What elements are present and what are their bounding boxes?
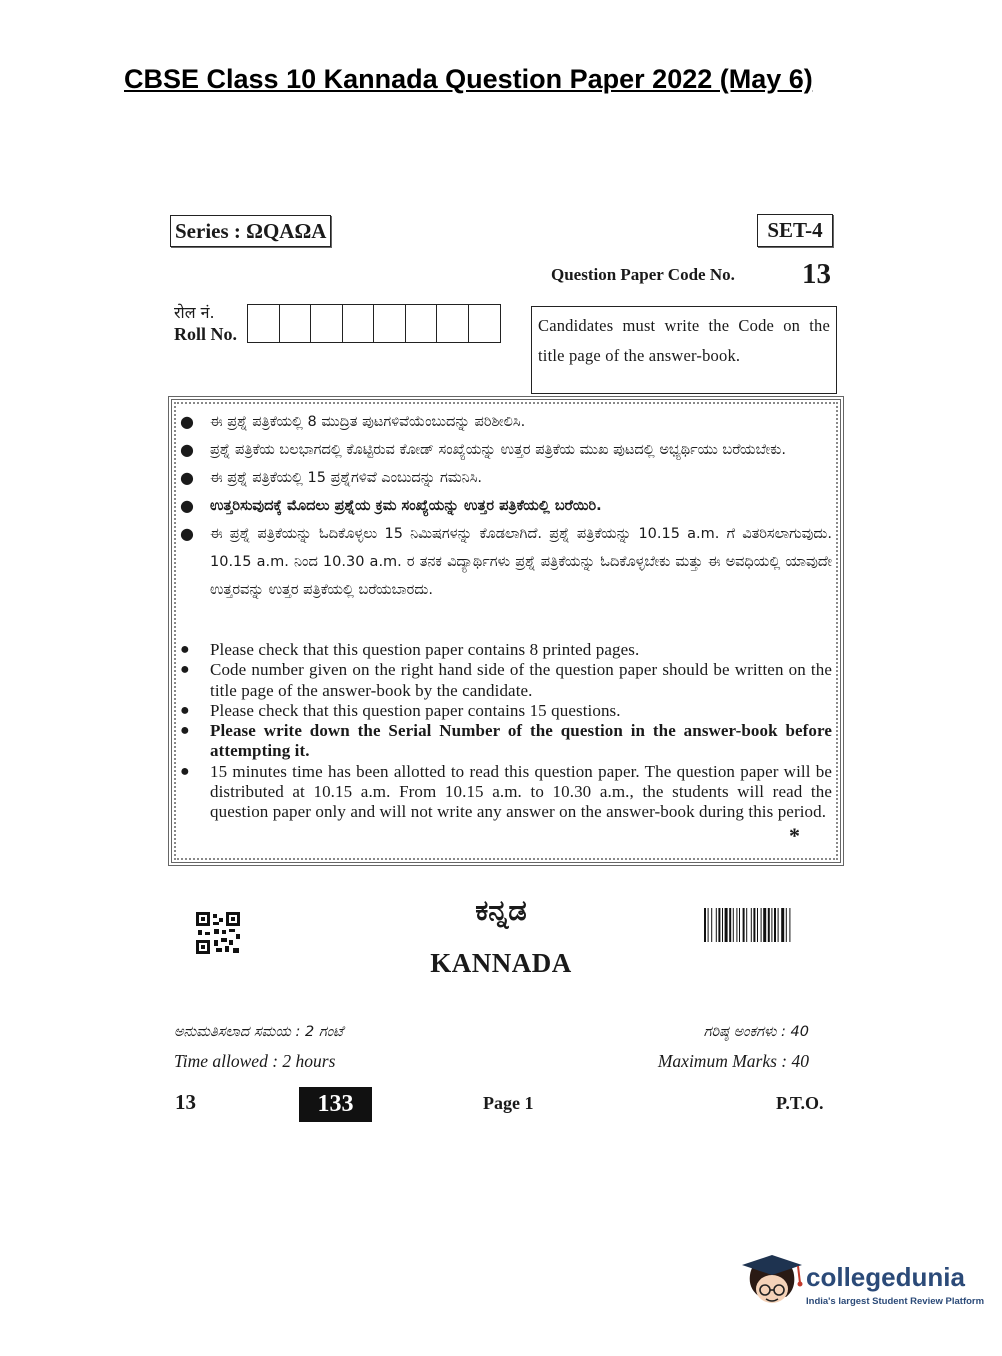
time-allowed: Time allowed : 2 hours bbox=[174, 1051, 336, 1071]
footer-code: 13 bbox=[175, 1090, 196, 1114]
roll-digit-box[interactable] bbox=[343, 305, 375, 342]
qp-code-label: Question Paper Code No. bbox=[551, 265, 735, 284]
qp-code: 13 bbox=[802, 258, 831, 290]
roll-label: Roll No. bbox=[174, 324, 237, 344]
page-number: Page 1 bbox=[483, 1093, 534, 1113]
collegedunia-tagline: India's largest Student Review Platform bbox=[806, 1296, 985, 1307]
kannada-instruction-item bbox=[178, 520, 832, 604]
pto-label: P.T.O. bbox=[776, 1093, 824, 1113]
kannada-instruction-item bbox=[178, 464, 832, 492]
bullet-icon: ● bbox=[180, 701, 190, 719]
english-instruction-item bbox=[178, 762, 832, 823]
bullet-icon: ● bbox=[180, 496, 194, 515]
english-instruction-item bbox=[178, 721, 832, 762]
series-label: Series : ΩQAΩA bbox=[170, 215, 331, 247]
roll-digit-box[interactable] bbox=[248, 305, 280, 342]
bullet-icon: ● bbox=[180, 641, 190, 658]
max-marks: Maximum Marks : 40 bbox=[657, 1051, 809, 1071]
english-instruction-text: Please write down the Serial Number of the question in the answer-book before attempting it. bbox=[210, 721, 832, 761]
roll-digit-box[interactable] bbox=[437, 305, 469, 342]
english-instruction-text: 15 minutes time has been allotted to read this question paper. The question paper will be distributed at 10.15 a.m. From 10.15 a.m. to 10.30 a.m., the students will read the question paper only and will not write any answer on the answer-book during this period. bbox=[210, 761, 832, 822]
bullet-icon: ● bbox=[180, 762, 190, 780]
bullet-icon: ● bbox=[180, 468, 194, 487]
bullet-icon: ● bbox=[180, 661, 190, 679]
kannada-instruction-item bbox=[178, 436, 832, 464]
time-allowed-kannada: ಅನುಮತಿಸಲಾದ ಸಮಯ : 2 ಗಂಟೆ bbox=[174, 1024, 344, 1040]
english-instruction-text: Please check that this question paper contains 15 questions. bbox=[210, 700, 621, 720]
document-title: CBSE Class 10 Kannada Question Paper 2022 (May 6) bbox=[124, 64, 813, 94]
kannada-instruction-item bbox=[178, 492, 832, 520]
bullet-icon: ● bbox=[180, 524, 194, 543]
kannada-instruction-text: ಈ ಪ್ರಶ್ನೆ ಪತ್ರಿಕೆಯನ್ನು ಓದಿಕೊಳ್ಳಲು 15 ನಿಮಿಷಗಳನ್ನು ಕೊಡಲಾಗಿದೆ. ಪ್ರಶ್ನೆ ಪತ್ರಿಕೆಯನ್ನು 10.15 a.m. ಗೆ ವಿತರಿಸಲಾಗುವುದು. 10.15 a.m. ನಿಂದ 10.30 a.m. ರ ತನಕ ವಿದ್ಯಾರ್ಥಿಗಳು ಪ್ರಶ್ನೆ ಪತ್ರಿಕೆಯನ್ನು ಓದಿಕೊಳ್ಳಬೇಕು ಮತ್ತು ಈ ಅವಧಿಯಲ್ಲಿ ಯಾವುದೇ ಉತ್ತರವನ್ನು ಉತ್ತರ ಪತ್ರಿಕೆಯಲ್ಲಿ ಬರೆಯಬಾರದು. bbox=[210, 526, 832, 598]
kannada-instructions bbox=[178, 408, 832, 604]
roll-digit-box[interactable] bbox=[374, 305, 406, 342]
roll-number-boxes[interactable] bbox=[247, 304, 501, 343]
english-instructions bbox=[178, 640, 832, 823]
max-marks-kannada: ಗರಿಷ್ಠ ಅಂಕಗಳು : 40 bbox=[703, 1024, 809, 1040]
kannada-instruction-text: ಉತ್ತರಿಸುವುದಕ್ಕೆ ಮೊದಲು ಪ್ರಶ್ನೆಯ ಕ್ರಮ ಸಂಖ್ಯೆಯನ್ನು ಉತ್ತರ ಪತ್ರಿಕೆಯಲ್ಲಿ ಬರೆಯಿರಿ. bbox=[210, 498, 602, 514]
roll-digit-box[interactable] bbox=[406, 305, 438, 342]
kannada-instruction-text: ಈ ಪ್ರಶ್ನೆ ಪತ್ರಿಕೆಯಲ್ಲಿ 15 ಪ್ರಶ್ನೆಗಳಿವೆ ಎಂಬುದನ್ನು ಗಮನಿಸಿ. bbox=[210, 470, 483, 486]
candidate-note: Candidates must write the Code on the title page of the answer-book. bbox=[531, 306, 837, 394]
roll-digit-box[interactable] bbox=[311, 305, 343, 342]
bullet-icon: ● bbox=[180, 722, 190, 740]
roll-label-hindi: रोल नं. bbox=[174, 303, 215, 322]
set-label: SET-4 bbox=[757, 214, 833, 247]
barcode-icon bbox=[704, 908, 828, 942]
subject-kannada: ಕನ್ನಡ bbox=[475, 893, 527, 927]
english-instruction-text: Please check that this question paper contains 8 printed pages. bbox=[210, 640, 640, 659]
kannada-instruction-item bbox=[178, 408, 832, 436]
kannada-instruction-text: ಈ ಪ್ರಶ್ನೆ ಪತ್ರಿಕೆಯಲ್ಲಿ 8 ಮುದ್ರಿತ ಪುಟಗಳಿವೆಯೆಂಬುದನ್ನು ಪರಿಶೀಲಿಸಿ. bbox=[210, 414, 526, 430]
kannada-instruction-text: ಪ್ರಶ್ನೆ ಪತ್ರಿಕೆಯ ಬಲಭಾಗದಲ್ಲಿ ಕೊಟ್ಟಿರುವ ಕೋಡ್ ಸಂಖ್ಯೆಯನ್ನು ಉತ್ತರ ಪತ್ರಿಕೆಯ ಮುಖ ಪುಟದಲ್ಲಿ ಅಭ್ಯರ್ಥಿಯು ಬರೆಯಬೇಕು. bbox=[210, 442, 786, 458]
collegedunia-logo-icon bbox=[742, 1253, 804, 1311]
english-instruction-item bbox=[178, 640, 832, 660]
subject-english: KANNADA bbox=[430, 948, 572, 978]
bullet-icon: ● bbox=[180, 412, 194, 431]
english-instruction-item bbox=[178, 660, 832, 701]
roll-digit-box[interactable] bbox=[280, 305, 312, 342]
english-instruction-item bbox=[178, 701, 832, 721]
roll-digit-box[interactable] bbox=[469, 305, 501, 342]
star-mark: * bbox=[789, 823, 800, 848]
english-instruction-text: Code number given on the right hand side of the question paper should be written on the title page of the answer-book by the candidate. bbox=[210, 660, 832, 700]
footer-number-badge: 133 bbox=[299, 1087, 372, 1122]
bullet-icon: ● bbox=[180, 440, 194, 459]
collegedunia-brand-name: collegedunia bbox=[806, 1262, 965, 1292]
